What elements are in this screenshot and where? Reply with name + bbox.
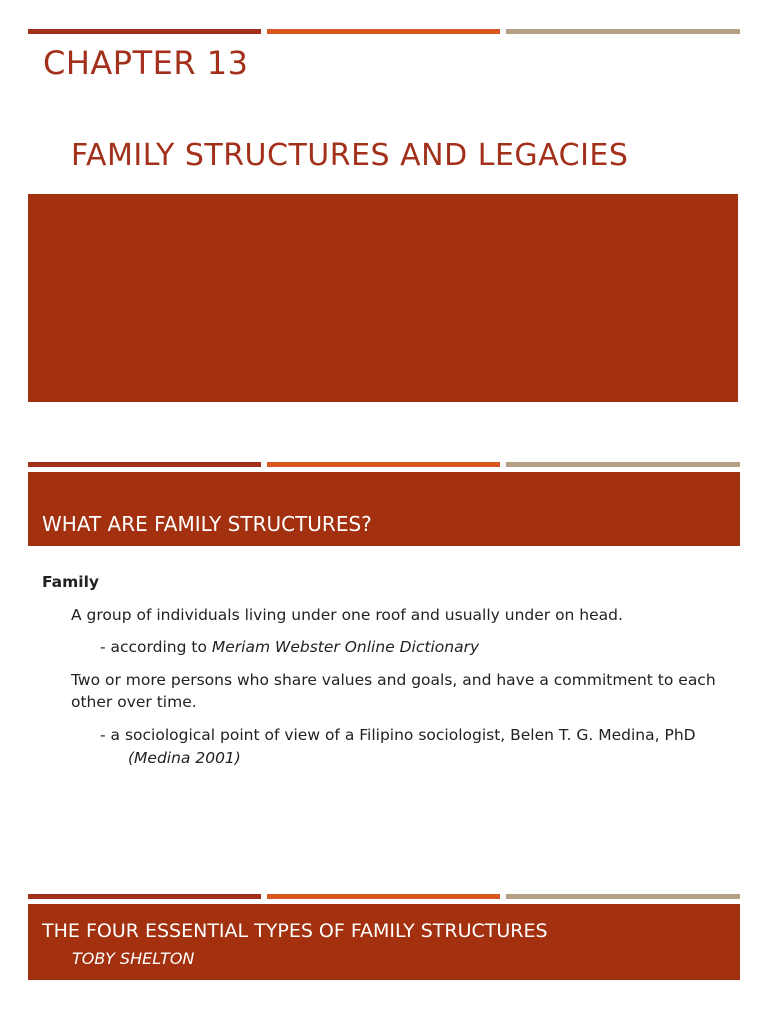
- source-prefix: - according to: [100, 638, 207, 656]
- slide2-decorative-stripes: [28, 462, 740, 467]
- family-term: Family: [42, 573, 100, 591]
- stripe-tan: [506, 29, 740, 34]
- slide2-header-bar: [28, 472, 740, 546]
- slide3-header-title: THE FOUR ESSENTIAL TYPES OF FAMILY STRUCTURES: [42, 920, 548, 942]
- stripe-orange: [267, 462, 500, 467]
- stripe-tan: [506, 894, 740, 899]
- slide3-header-bar: [28, 904, 740, 980]
- slide-title: FAMILY STRUCTURES AND LEGACIES: [71, 138, 629, 173]
- source-name: Meriam Webster Online Dictionary: [211, 638, 480, 656]
- definition-2-citation: (Medina 2001): [128, 749, 241, 767]
- definition-2-source: - a sociological point of view of a Filipino sociologist, Belen T. G. Medina, PhD: [100, 726, 696, 744]
- slide3-author: TOBY SHELTON: [72, 949, 195, 968]
- definition-1: A group of individuals living under one roof and usually under on head.: [71, 606, 623, 624]
- stripe-red: [28, 462, 261, 467]
- definition-2-line-1: Two or more persons who share values and goals, and have a commitment to each: [71, 671, 716, 689]
- slide2-header-title: WHAT ARE FAMILY STRUCTURES?: [42, 512, 372, 536]
- definition-1-source: [100, 638, 479, 656]
- definition-2-line-2: other over time.: [71, 693, 197, 711]
- stripe-orange: [267, 894, 500, 899]
- chapter-title: CHAPTER 13: [43, 44, 249, 82]
- title-color-block: [28, 194, 738, 402]
- stripe-red: [28, 29, 261, 34]
- stripe-tan: [506, 462, 740, 467]
- stripe-red: [28, 894, 261, 899]
- slide3-decorative-stripes: [28, 894, 740, 899]
- stripe-orange: [267, 29, 500, 34]
- top-decorative-stripes: [28, 29, 740, 34]
